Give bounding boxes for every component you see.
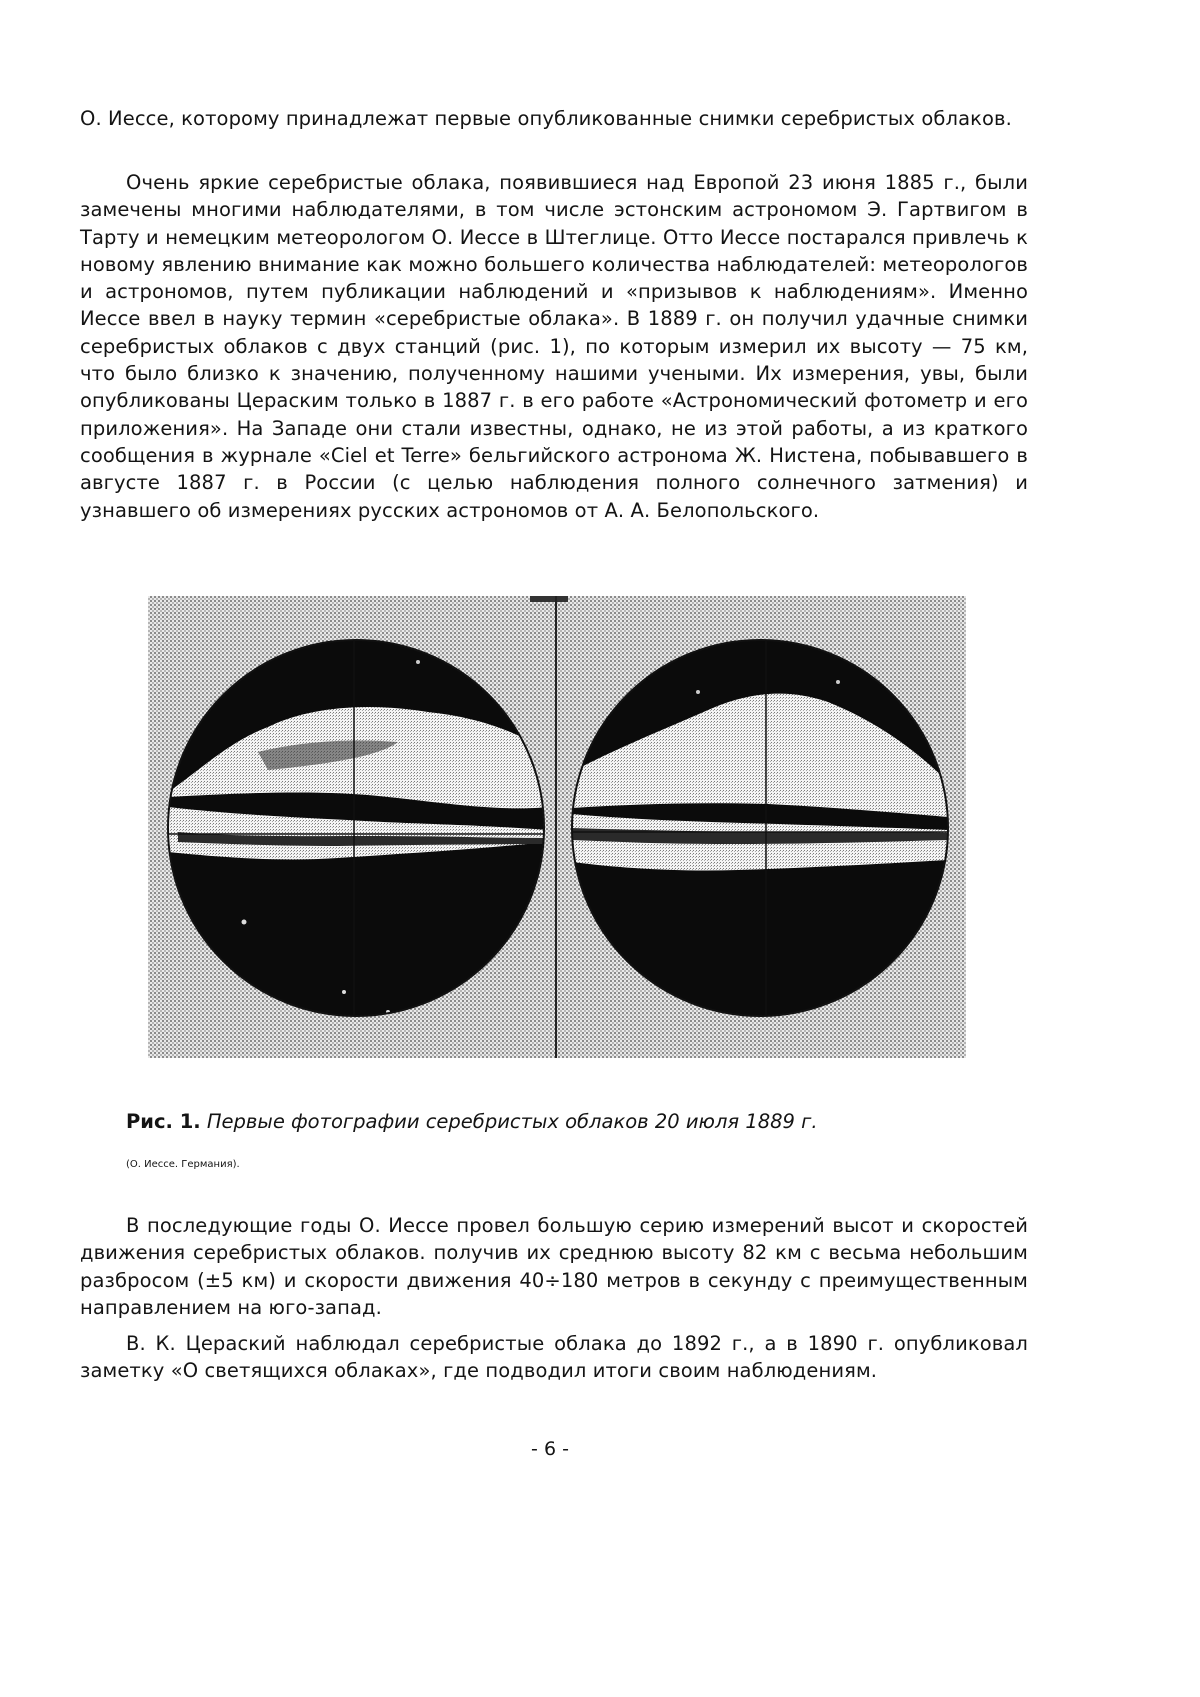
caption-note: (О. Иессе. Германия). — [126, 1159, 240, 1170]
page-number: - 6 - — [531, 1438, 569, 1460]
caption-label: Рис. 1. — [126, 1110, 201, 1133]
paragraph-1: О. Иессе, которому принадлежат первые опубликованные снимки серебристых облаков. — [80, 107, 1012, 130]
paragraph-4: В. К. Цераский наблюдал серебристые облака до 1892 г., а в 1890 г. опубликовал заметку «О светящихся облаках», где подводил итоги своим наблюдениям. — [80, 1332, 1028, 1383]
caption-text: Первые фотографии серебристых облаков 20 июля 1889 г. — [206, 1110, 818, 1133]
right-sky-photo — [572, 640, 948, 1016]
paragraph-3: В последующие годы О. Иессе провел большую серию измерений высот и скоростей движения серебристых облаков. получив их среднюю высоту 82 км с весьма небольшим разбросом (±5 км) и скорости движения 40÷180 метров в секунду с преимущественным направлением на юго-запад. — [80, 1214, 1028, 1319]
noctilucent-clouds-photo — [138, 592, 966, 1062]
figure-photographs — [138, 592, 966, 1062]
paragraph-2: Очень яркие серебристые облака, появившиеся над Европой 23 июня 1885 г., были замечены многими наблюдателями, в том числе эстонским астрономом Э. Гартвигом в Тарту и немецким метеорологом О. Иессе в Штеглице. Отто Иессе постарался привлечь к новому явлению внимание как можно большего количества наблюдателей: метеорологов и астрономов, путем публикации наблюдений и «призывов к наблюдениям». Именно Иессе ввел в науку термин «серебристые облака». В 1889 г. он получил удачные снимки серебристых облаков с двух станций (рис. 1), по которым измерил их высоту — 75 км, что было близко к значению, полученному нашими учеными. Их измерения, увы, были опубликованы Цераским только в 1887 г. в его работе «Астрономический фотометр и его приложения». На Западе они стали известны, однако, не из этой работы, а из краткого сообщения в журнале «Ciel et Terre» бельгийского астронома Ж. Нистена, побывавшего в августе 1887 г. в России (с целью наблюдения полного солнечного затмения) и узнавшего об измерениях русских астрономов от А. А. Белопольского. — [80, 171, 1028, 522]
divider-mark — [530, 596, 568, 602]
figure-caption — [126, 1110, 818, 1133]
